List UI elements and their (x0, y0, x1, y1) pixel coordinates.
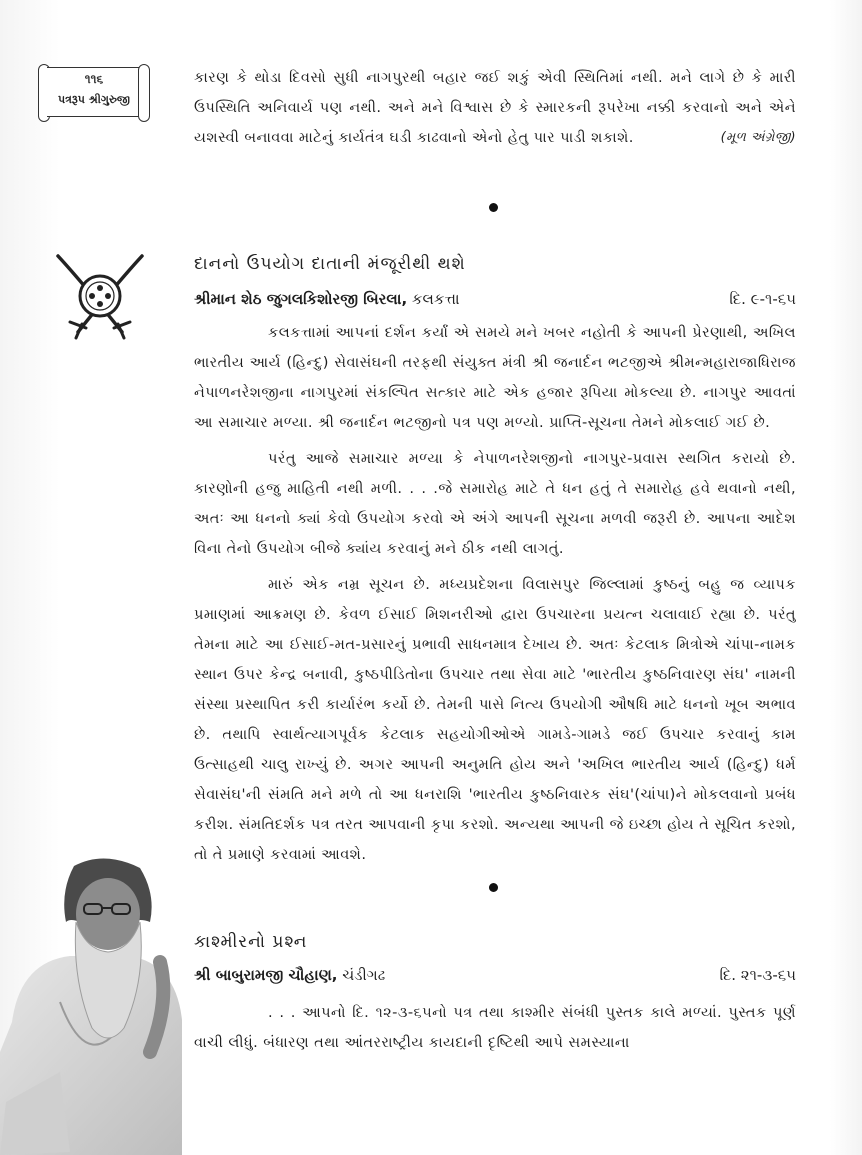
guruji-portrait (0, 852, 182, 1155)
intro-paragraph (194, 63, 796, 153)
letter2-address-line (194, 966, 796, 984)
letter1-address-line (194, 290, 796, 308)
letter1-date: દિ. ૯-૧-૬૫ (729, 290, 796, 308)
section-separator-dot (489, 203, 498, 212)
scroll-body (47, 67, 141, 117)
scroll-roll-right (138, 64, 150, 122)
letter2-date: દિ. ૨૧-૩-૬૫ (719, 966, 796, 984)
section-separator-dot (489, 883, 498, 892)
letter1-body (194, 318, 796, 870)
letter1-place: કલકત્તા (407, 290, 460, 308)
letter1-paragraph-1: કલકત્તામાં આપનાં દર્શન કર્યાં એ સમયે મને ખબર નહોતી કે આપની પ્રેરણાથી, અખિલ ભારતીય આર્ય (હિન્દુ) સેવાસંઘની તરફથી સંયુક્ત મંત્રી શ્રી જનાર્દન ભટજીએ શ્રીમન્મહારાજાધિરાજ નેપાળનરેશજીના નાગપુરમાં સંકલ્પિત સત્કાર માટે એક હજાર રૂપિયા મોકલ્યા છે. નાગપુર આવતાં આ સમાચાર મળ્યા. શ્રી જનાર્દન ભટજીનો પત્ર પણ મળ્યો. પ્રાપ્તિ-સૂચના તેમને મોકલાઈ ગઈ છે. (194, 324, 796, 431)
letter1-recipient: શ્રીમાન શેઠ જુગલકિશોરજી બિરલા, (194, 290, 408, 308)
letter1-paragraph-2: પરંતુ આજે સમાચાર મળ્યા કે નેપાળનરેશજીનો નાગપુર-પ્રવાસ સ્થગિત કરાયો છે. કારણોની હજુ માહિતી નથી મળી. . . .જે સમારોહ માટે તે ધન હતું તે સમારોહ હવે થવાનો નથી, અતઃ આ ધનનો ક્યાં કેવો ઉપયોગ કરવો એ અંગે આપની સૂચના મળવી જરૂરી છે. આપના આદેશ વિના તેનો ઉપયોગ બીજે ક્યાંય કરવાનું મને ઠીક નથી લાગતું. (194, 450, 796, 557)
letter1-paragraph-3: મારું એક નમ્ર સૂચન છે. મધ્યપ્રદેશના વિલાસપુર જિલ્લામાં કુષ્ઠનું બહુ જ વ્યાપક પ્રમાણમાં આક્રમણ છે. કેવળ ઈસાઈ મિશનરીઓ દ્વારા ઉપચારના પ્રયત્ન ચલાવાઈ રહ્યા છે. પરંતુ તેમના માટે આ ઈસાઈ-મત-પ્રસારનું પ્રભાવી સાધનમાત્ર દેખાય છે. અતઃ કેટલાક મિત્રોએ ચાંપા-નામક સ્થાન ઉપર કેન્દ્ર બનાવી, કુષ્ઠપીડિતોના ઉપચાર તથા સેવા માટે 'ભારતીય કુષ્ઠનિવારણ સંઘ' નામની સંસ્થા પ્રસ્થાપિત કરી કાર્યારંભ કર્યો છે. તેમની પાસે નિત્ય ઉપયોગી ઔષધિ માટે ધનનો ખૂબ અભાવ છે. તથાપિ સ્વાર્થત્યાગપૂર્વક કેટલાક સહયોગીઓએ ગામડે-ગામડે જઈ ઉપચાર કરવાનું કામ ઉત્સાહથી ચાલુ રાખ્યું છે. અગર આપની અનુમતિ હોય અને 'અખિલ ભારતીય આર્ય (હિન્દુ) ધર્મ સેવાસંઘ'ની સંમતિ મને મળે તો આ ધનરાશિ 'ભારતીય કુષ્ઠનિવારક સંઘ'(ચાંપા)ને મોકલવાનો પ્રબંધ કરીશ. સંમતિદર્શક પત્ર તરત આપવાની કૃપા કરશો. અન્યથા આપની જે ઇચ્છા હોય તે સૂચિત કરશો, તો તે પ્રમાણે કરવામાં આવશે. (194, 576, 796, 863)
letter2-heading: કાશ્મીરનો પ્રશ્ન (194, 932, 308, 952)
intro-text: કારણ કે થોડા દિવસો સુધી નાગપુરથી બહાર જઈ શકું એવી સ્થિતિમાં નથી. મને લાગે છે કે મારી ઉપસ્થિતિ અનિવાર્ય પણ નથી. અને મને વિશ્વાસ છે કે સ્મારકની રૂપરેખા નક્કી કરવાનો અને એને યશસ્વી બનાવવા માટેનું કાર્યતંત્ર ઘડી કાઢવાનો એનો હેતુ પાર પાડી શકાશે. (194, 69, 796, 146)
letter2-paragraph: . . . આપનો દિ. ૧૨-૩-૬૫નો પત્ર તથા કાશ્મીર સંબંધી પુસ્તક કાલે મળ્યાં. પુસ્તક પૂર્ણ વાચી લીધું. બંધારણ તથા આંતરરાષ્ટ્રીય કાયદાની દૃષ્ટિથી આપે સમસ્યાના (194, 1004, 796, 1051)
letter2-recipient: શ્રી બાબુરામજી ચૌહાણ, (194, 966, 338, 984)
running-head: પત્રરૂપ શ્રીગુરુજી (58, 93, 130, 106)
source-note: (મૂળ અંગ્રેજી) (720, 130, 796, 145)
page-number-scroll (38, 64, 150, 120)
page-number: ૧૧૬ (84, 72, 104, 86)
letter1-heading: દાનનો ઉપયોગ દાતાની મંજૂરીથી થશે (194, 254, 466, 274)
letter2-body (194, 998, 796, 1058)
letter2-place: ચંડીગઢ (337, 966, 386, 984)
crossed-swords-shield-icon (52, 252, 148, 342)
